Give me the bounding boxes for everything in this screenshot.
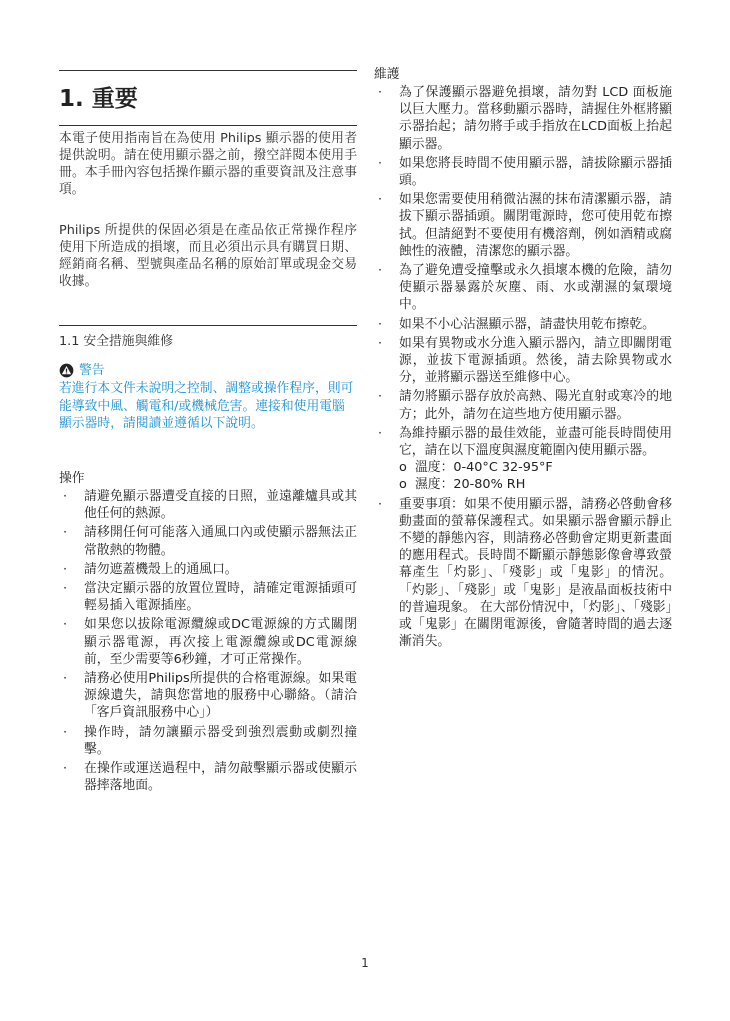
list-item (59, 724, 357, 758)
bullet-marker: · (378, 389, 383, 405)
list-item-text: 在操作或運送過程中，請勿敲擊顯示器或使顯示器摔落地面。 (84, 761, 357, 794)
list-item (374, 191, 672, 260)
list-item-text: 如果您將長時間不使用顯示器，請拔除顯示器插頭。 (399, 155, 672, 189)
maintenance-list (374, 84, 672, 653)
bullet-marker: · (63, 561, 68, 577)
list-item (59, 760, 357, 794)
environment-item (399, 476, 672, 493)
list-item-text: 請勿遮蓋機殼上的通風口。 (84, 561, 238, 577)
list-item-text: 為了避免遭受撞擊或永久損壞本機的危險，請勿使顯示器暴露於灰塵、雨、水或潮濕的氣環境中。 (399, 263, 672, 313)
sub-bullet-marker: o (399, 477, 407, 493)
bullet-marker: · (378, 85, 383, 100)
bullet-marker: · (63, 489, 68, 504)
environment-humidity-text: 濕度：20-80% RH (415, 477, 526, 493)
operation-heading: 操作 (59, 471, 85, 486)
list-item-text: 當決定顯示器的放置位置時，請確定電源插頭可輕易插入電源插座。 (84, 581, 357, 614)
list-item (59, 524, 357, 558)
list-item (374, 262, 672, 314)
warning-heading (59, 362, 357, 379)
list-item-text: 請避免顯示器遭受直接的日照，並遠離爐具或其他任何的熱源。 (84, 489, 357, 522)
list-item-text: 請移開任何可能落入通風口內或使顯示器無法正常散熱的物體。 (84, 525, 357, 558)
environment-item (399, 459, 672, 476)
section-rule (59, 325, 357, 326)
bullet-marker: · (378, 425, 383, 441)
environment-list (399, 459, 672, 493)
list-item (374, 316, 672, 333)
intro-paragraph: 本電子使用指南旨在為使用 Philips 顯示器的使用者提供說明。請在使用顯示器之前，撥空詳閱本使用手冊。本手冊內容包括操作顯示器的重要資訊及注意事項。 (59, 131, 357, 197)
bullet-marker: · (378, 316, 383, 332)
maintenance-heading: 維護 (374, 67, 400, 82)
warning-text: 若進行本文件未說明之控制、調整或操作程序，則可能導致中風、觸電和/或機械危害。連接和使用電腦顯示器時，請閱讀並遵循以下說明。 (59, 381, 354, 431)
bullet-marker: · (378, 155, 383, 171)
bullet-marker: · (63, 617, 68, 633)
bullet-marker: · (63, 581, 68, 597)
list-item (374, 155, 672, 189)
bullet-marker: · (378, 192, 383, 208)
list-item-text: 操作時，請勿讓顯示器受到強烈震動或劇烈撞擊。 (84, 724, 357, 757)
warning-block (59, 362, 357, 433)
list-item-text: 如果不小心沾濕顯示器，請盡快用乾布擦乾。 (399, 316, 655, 332)
environment-temp-text: 溫度：0-40°C 32-95°F (415, 460, 553, 476)
list-item (374, 84, 672, 153)
operation-list (59, 488, 357, 796)
bullet-marker: · (63, 724, 68, 740)
list-item-text: 重要事項：如果不使用顯示器，請務必啓動會移動畫面的螢幕保護程式。如果顯示器會顯示靜止不變的靜態內容，則請務必啓動會定期更新畫面的應用程式。長時間不斷顯示靜態影像會導致螢幕產生「灼影」、「殘影」或「鬼影」的情況。「灼影」、「殘影」或「鬼影」是液晶面板技術中的普遍現象。 在大部份情況中，「灼影」、「殘影」或「鬼影」在關閉電源後，會隨著時間的過去逐漸消失。 (399, 496, 672, 650)
list-item-text: 請勿將顯示器存放於高熱、陽光直射或寒冷的地方；此外，請勿在這些地方使用顯示器。 (399, 389, 672, 422)
list-item (59, 616, 357, 668)
bullet-marker: · (63, 761, 68, 777)
list-item (59, 670, 357, 722)
bullet-marker: · (378, 263, 383, 279)
warning-icon (59, 363, 74, 378)
warranty-paragraph: Philips 所提供的保固必須是在產品依正常操作程序使用下所造成的損壞，而且必須出示具有購買日期、經銷商名稱、型號與產品名稱的原始訂單或現金交易收據。 (59, 223, 357, 289)
list-item (59, 488, 357, 522)
list-item-text: 如果您以拔除電源纜線或DC電源線的方式關閉顯示器電源，再次接上電源纜線或DC電源線前，至少需要等6秒鐘，才可正常操作。 (84, 617, 357, 667)
page-number: 1 (361, 956, 369, 970)
sub-bullet-marker: o (399, 460, 407, 476)
bullet-marker: · (378, 496, 383, 512)
bullet-marker: · (63, 671, 68, 687)
warning-label: 警告 (79, 363, 105, 378)
list-item (59, 561, 357, 578)
list-item-text: 為維持顯示器的最佳效能，並盡可能長時間使用它，請在以下溫度與濕度範圍內使用顯示器。 (399, 425, 672, 459)
bullet-marker: · (378, 335, 383, 351)
list-item-text: 請務必使用Philips所提供的合格電源線。如果電源線遺失，請與您當地的服務中心聯絡。（請洽「客戶資訊服務中心」） (84, 671, 357, 721)
list-item (374, 335, 672, 387)
list-item (59, 580, 357, 614)
list-item (374, 388, 672, 422)
title-rule (59, 70, 357, 71)
list-item (374, 496, 672, 651)
title-underline-rule (59, 125, 357, 126)
page-title: 1. 重要 (59, 86, 138, 112)
list-item-text: 如果您需要使用稍微沾濕的抹布清潔顯示器，請拔下顯示器插頭。關閉電源時，您可使用乾布擦拭。但請絕對不要使用有機溶劑，例如酒精或腐蝕性的液體，清潔您的顯示器。 (399, 192, 672, 259)
list-item (374, 425, 672, 494)
list-item-text: 為了保護顯示器避免損壞，請勿對 LCD 面板施以巨大壓力。當移動顯示器時，請握住外框將顯示器抬起；請勿將手或手指放在LCD面板上抬起顯示器。 (399, 85, 672, 152)
section-title: 1.1 安全措施與維修 (59, 334, 173, 349)
list-item-text: 如果有異物或水分進入顯示器內，請立即關閉電源，並拔下電源插頭。然後，請去除異物或水分，並將顯示器送至維修中心。 (399, 335, 672, 386)
bullet-marker: · (63, 525, 68, 541)
